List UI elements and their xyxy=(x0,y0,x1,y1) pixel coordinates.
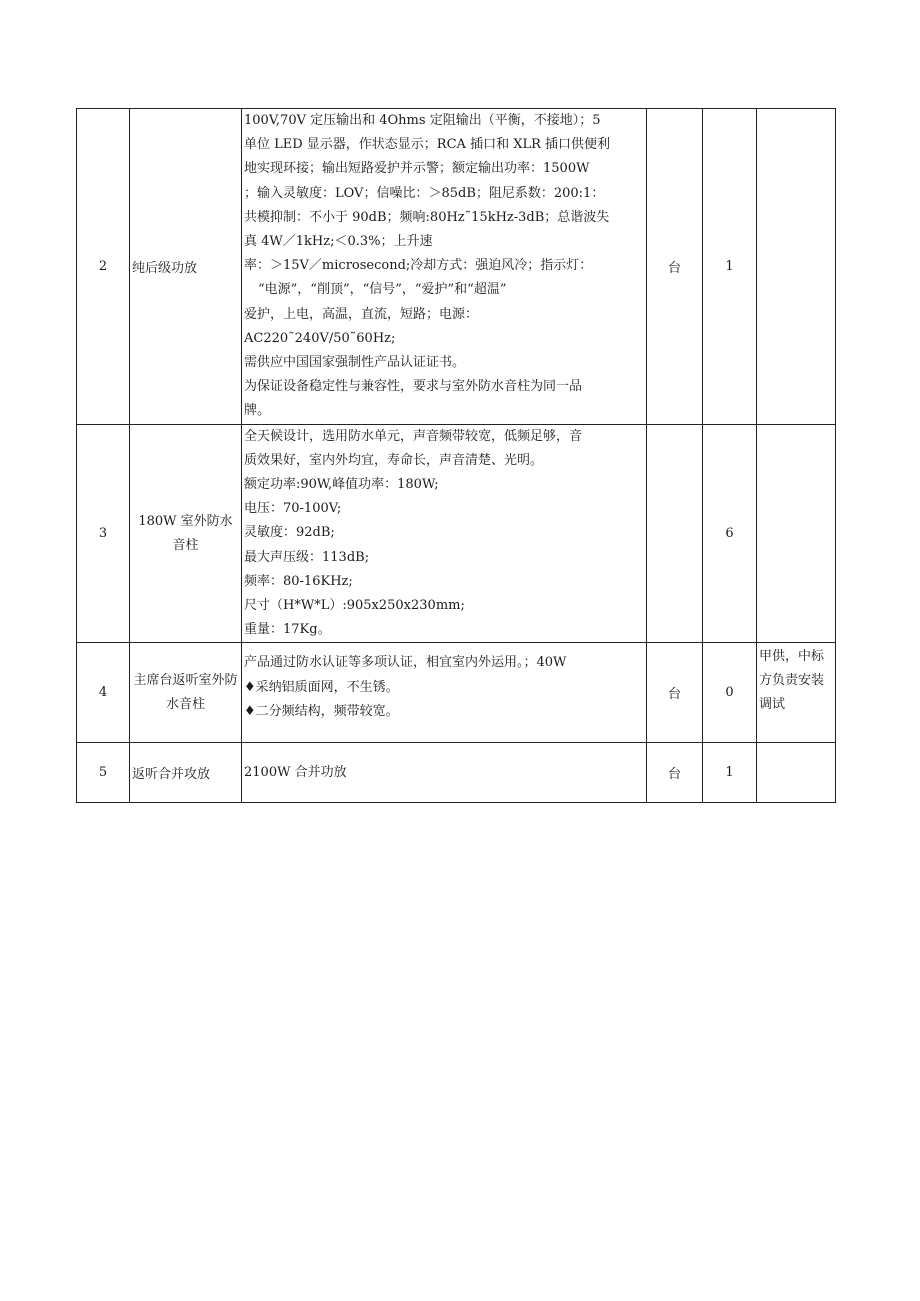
spec-line: AC220˜240V/50˜60Hz; xyxy=(244,330,396,346)
unit-cell: 台 xyxy=(647,743,703,803)
spec-line: 100V,70V 定压输出和 4Ohms 定阻输出（平衡，不接地）；5 xyxy=(244,113,601,128)
note-cell: 甲供，中标方负责安装调试 xyxy=(757,643,836,743)
table-row xyxy=(77,743,836,803)
row-number: 3 xyxy=(77,424,130,643)
spec-line: 质效果好，室内外均宜，寿命长，声音清楚、光明。 xyxy=(244,452,544,468)
quantity-cell: 0 xyxy=(703,643,757,743)
unit-cell: 台 xyxy=(647,643,703,743)
table-row xyxy=(77,109,836,425)
spec-line: 牌。 xyxy=(244,403,271,419)
spec-line: 尺寸（H*W*L）:905x250x230mm; xyxy=(244,598,465,614)
spec-line: 真 4W／1kHz;＜0.3%；上升速 xyxy=(244,234,433,250)
product-name: 主席台返听室外防水音柱 xyxy=(130,643,242,743)
row-number: 5 xyxy=(77,743,130,803)
spec-line: ♦采纳铝质面网，不生锈。 xyxy=(244,679,399,695)
spec-cell xyxy=(242,109,647,425)
spec-line: 最大声压级：113dB; xyxy=(244,549,370,565)
product-name: 返听合并攻放 xyxy=(130,743,242,803)
spec-line: 额定功率:90W,峰值功率：180W; xyxy=(244,477,439,493)
spec-line: ；输入灵敏度：LOV；信噪比：＞85dB；阻尼系数：200:1： xyxy=(244,185,605,201)
spec-line: 需供应中国国家强制性产品认证证书。 xyxy=(244,355,466,371)
spec-line: 爱护，上电，高温，直流，短路；电源： xyxy=(244,306,479,322)
note-cell xyxy=(757,424,836,643)
spec-line: 重量：17Kg。 xyxy=(244,622,331,638)
spec-table xyxy=(76,108,836,803)
unit-cell xyxy=(647,424,703,643)
spec-line: 2100W 合并功放 xyxy=(244,764,347,780)
quantity-cell: 1 xyxy=(703,109,757,425)
spec-line: “电源”，“削顶”，“信号”，“爱护”和“超温” xyxy=(258,282,507,298)
product-name: 纯后级功放 xyxy=(130,109,242,425)
note-cell xyxy=(757,743,836,803)
spec-line: 灵敏度：92dB; xyxy=(244,525,335,541)
table-row xyxy=(77,643,836,743)
spec-line: 频率：80-16KHz; xyxy=(244,573,353,589)
spec-cell xyxy=(242,424,647,643)
spec-line: 地实现环接；输出短路爱护并示警；额定输出功率：1500W xyxy=(244,161,590,177)
unit-cell: 台 xyxy=(647,109,703,425)
quantity-cell: 6 xyxy=(703,424,757,643)
spec-line: 为保证设备稳定性与兼容性，要求与室外防水音柱为同一品 xyxy=(244,379,583,395)
row-number: 2 xyxy=(77,109,130,425)
table-row xyxy=(77,424,836,643)
spec-line: 电压：70-100V; xyxy=(244,501,342,517)
row-number: 4 xyxy=(77,643,130,743)
product-name: 180W 室外防水音柱 xyxy=(130,424,242,643)
spec-line: 率：＞15V／microsecond;冷却方式：强迫风冷；指示灯： xyxy=(244,258,593,274)
spec-line: 共模抑制：不小于 90dB；频响:80Hz˜15kHz-3dB；总谐波失 xyxy=(244,209,610,225)
spec-line: 全天候设计，选用防水单元，声音频带较宽，低频足够，音 xyxy=(244,428,583,444)
spec-line: ♦二分频结构，频带较宽。 xyxy=(244,703,399,719)
note-cell xyxy=(757,109,836,425)
spec-cell xyxy=(242,643,647,743)
spec-line: 单位 LED 显示器，作状态显示；RCA 插口和 XLR 插口供便利 xyxy=(244,137,611,153)
spec-cell xyxy=(242,743,647,803)
quantity-cell: 1 xyxy=(703,743,757,803)
spec-line: 产品通过防水认证等多项认证，相宜室内外运用。；40W xyxy=(244,655,567,671)
